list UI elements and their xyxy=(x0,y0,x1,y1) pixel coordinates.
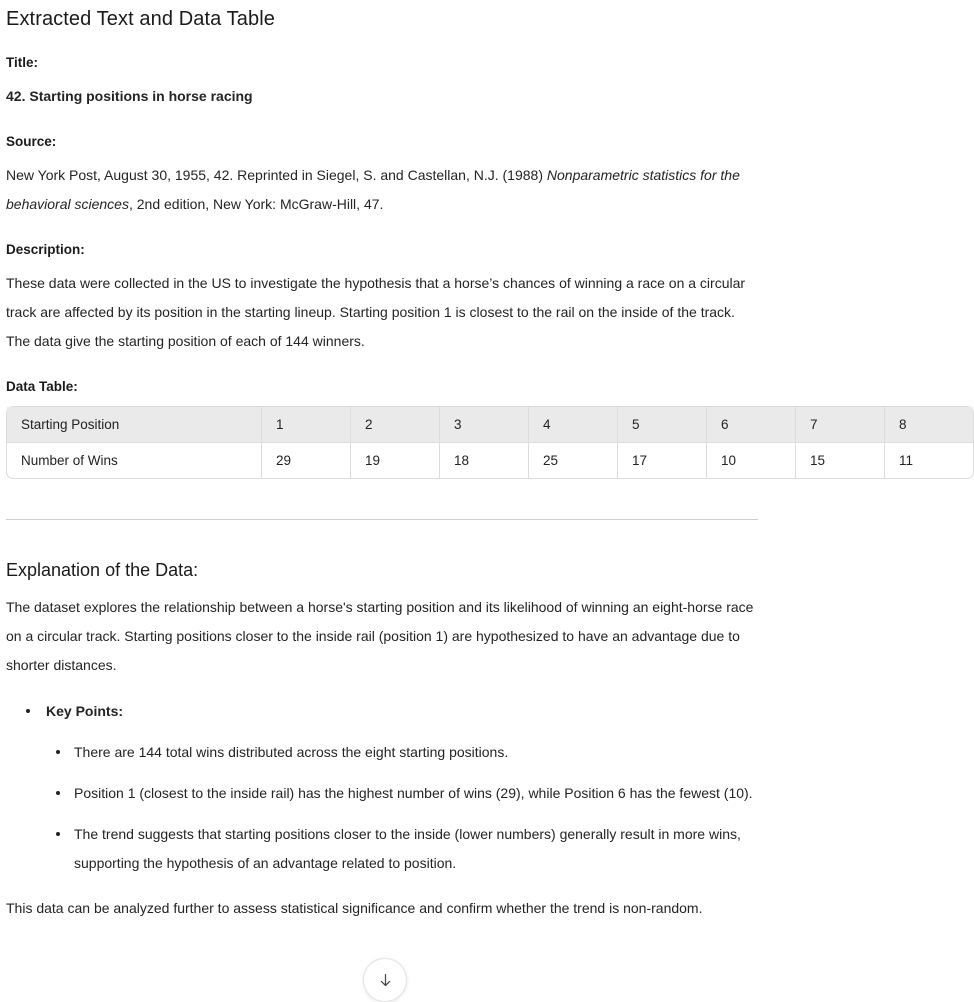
data-table-label: Data Table: xyxy=(6,379,78,394)
explanation-heading: Explanation of the Data: xyxy=(6,560,199,580)
list-item: The trend suggests that starting positions closer to the inside (lower numbers) generally result in more wins, supporting the hypothesis of an advantage related to position. xyxy=(74,820,760,878)
position-cell-1: 1 xyxy=(262,407,351,443)
data-table xyxy=(6,406,974,479)
position-cell-6: 6 xyxy=(707,407,796,443)
source-citation xyxy=(6,161,760,219)
row-header-starting-position: Starting Position xyxy=(7,407,262,443)
source-text-after: , 2nd edition, New York: McGraw-Hill, 47. xyxy=(128,196,384,212)
position-cell-5: 5 xyxy=(618,407,707,443)
wins-cell-5: 17 xyxy=(618,443,707,478)
title-value: 42. Starting positions in horse racing xyxy=(6,88,253,104)
source-publication-title: Nonparametric statistics for the behavioral sciences xyxy=(6,167,740,212)
list-item: Position 1 (closest to the inside rail) has the highest number of wins (29), while Position 6 has the fewest (10). xyxy=(74,779,760,808)
page-title: Extracted Text and Data Table xyxy=(6,8,275,30)
position-cell-3: 3 xyxy=(440,407,529,443)
key-points-label: Key Points: xyxy=(46,703,124,719)
section-divider xyxy=(6,519,758,520)
document-page xyxy=(0,6,914,923)
scroll-to-bottom-button[interactable] xyxy=(363,958,407,1002)
key-points-list xyxy=(6,697,760,878)
explanation-intro: The dataset explores the relationship between a horse's starting position and its likelihood of winning an eight-horse race on a circular track. Starting positions closer to the inside rail (position 1) are hypothesized to have an advantage due to shorter distances. xyxy=(6,599,754,673)
closing-paragraph: This data can be analyzed further to assess statistical significance and confirm whether the trend is non-random. xyxy=(6,900,703,916)
wins-cell-4: 25 xyxy=(529,443,618,478)
position-cell-2: 2 xyxy=(351,407,440,443)
table-header xyxy=(7,407,973,443)
data-table-container xyxy=(6,406,914,479)
position-cell-7: 7 xyxy=(796,407,885,443)
key-points-item xyxy=(46,697,760,878)
arrow-down-icon xyxy=(377,972,394,989)
position-cell-8: 8 xyxy=(885,407,973,443)
table-row-positions xyxy=(7,407,973,443)
wins-cell-7: 15 xyxy=(796,443,885,478)
wins-cell-6: 10 xyxy=(707,443,796,478)
description-text: These data were collected in the US to investigate the hypothesis that a horse’s chances of winning a race on a circular track are affected by its position in the starting lineup. Starting position 1 is closest to the rail on the inside of the track. The data give the starting position of each of 144 winners. xyxy=(6,275,746,349)
description-label: Description: xyxy=(6,242,85,257)
source-label: Source: xyxy=(6,134,57,149)
list-item: There are 144 total wins distributed across the eight starting positions. xyxy=(74,738,760,767)
row-header-number-of-wins: Number of Wins xyxy=(7,443,262,478)
wins-cell-8: 11 xyxy=(899,453,914,468)
wins-cell-2: 19 xyxy=(351,443,440,478)
key-points-sublist xyxy=(46,738,760,878)
table-row-wins xyxy=(7,443,973,478)
title-label: Title: xyxy=(6,55,39,70)
table-body xyxy=(7,443,973,478)
wins-cell-1: 29 xyxy=(262,443,351,478)
wins-cell-3: 18 xyxy=(440,443,529,478)
source-text-before: New York Post, August 30, 1955, 42. Reprinted in Siegel, S. and Castellan, N.J. (1988) xyxy=(6,167,547,183)
position-cell-4: 4 xyxy=(529,407,618,443)
